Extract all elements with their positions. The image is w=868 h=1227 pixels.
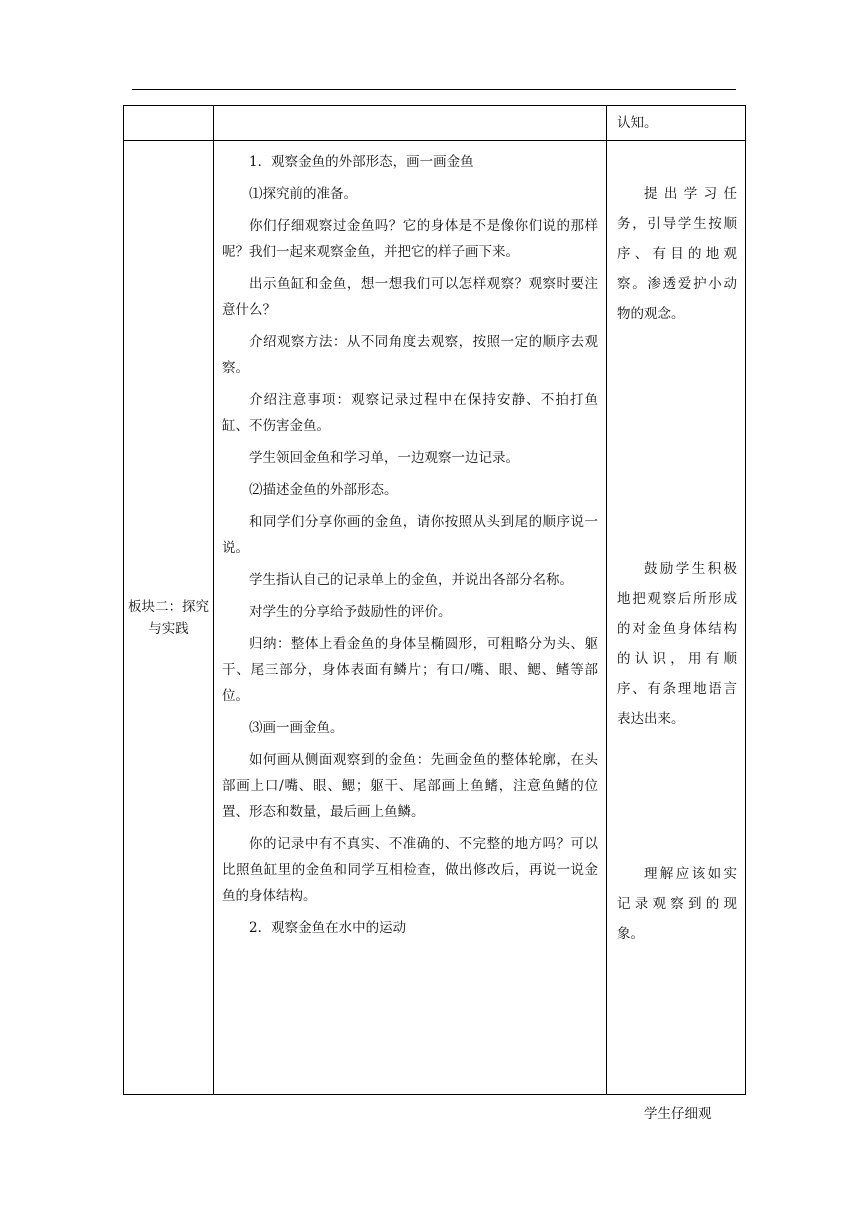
paragraph: 介绍注意事项：观察记录过程中在保持安静、不拍打鱼缸、不伤害金鱼。 <box>222 392 598 434</box>
table-row <box>124 141 746 1095</box>
paragraph: 学生指认自己的记录单上的金鱼，并说出各部分名称。 <box>249 572 573 588</box>
design-note: 提出学习任务，引导学生按顺序、有目的地观察。渗透爱护小动物的观念。 <box>617 186 737 322</box>
paragraph: 你们仔细观察过金鱼吗？它的身体是不是像你们说的那样呢？我们一起来观察金鱼，并把它的样子画下来。 <box>222 218 598 260</box>
header-rule <box>132 89 736 90</box>
step-draw: ⑶画一画金鱼。 <box>249 720 344 736</box>
empty-cell <box>124 106 214 141</box>
empty-cell <box>214 106 607 141</box>
lesson-plan-table <box>123 105 746 1122</box>
design-note: 理解应该如实记录观察到的现象。 <box>617 866 737 942</box>
design-note: 鼓励学生积极地把观察后所形成的对金鱼身体结构的认识，用有顺序、有条理地语言表达出来。 <box>617 561 737 727</box>
paragraph: 你的记录中有不真实、不准确的、不完整的地方吗？可以比照鱼缸里的金鱼和同学互相检查，做出修改后，再说一说金鱼的身体结构。 <box>222 836 598 904</box>
table-row <box>124 106 746 141</box>
step-preparation: ⑴探究前的准备。 <box>249 186 357 202</box>
paragraph: 对学生的分享给予鼓励性的评价。 <box>249 604 452 620</box>
section-label-cell <box>124 141 214 1095</box>
step-describe: ⑵描述金鱼的外部形态。 <box>249 482 398 498</box>
paragraph: 和同学们分享你画的金鱼，请你按照从头到尾的顺序说一说。 <box>222 514 598 556</box>
paragraph: 归纳：整体上看金鱼的身体呈椭圆形，可粗略分为头、躯干、尾三部分，身体表面有鳞片；有口/嘴、眼、鳃、鳍等部位。 <box>222 636 598 704</box>
paragraph: 如何画从侧面观察到的金鱼：先画金鱼的整体轮廓，在头部画上口/嘴、眼、鳃；躯干、尾部画上鱼鳍，注意鱼鳍的位置、形态和数量，最后画上鱼鳞。 <box>222 752 598 820</box>
paragraph: 学生领回金鱼和学习单，一边观察一边记录。 <box>249 450 519 466</box>
paragraph: 出示鱼缸和金鱼，想一想我们可以怎样观察？观察时要注意什么？ <box>222 276 598 318</box>
notes-cell <box>607 141 746 1122</box>
paragraph: 介绍观察方法：从不同角度去观察，按照一定的顺序去观察。 <box>222 334 598 376</box>
content-body <box>214 141 606 941</box>
section-label: 板块二：探究与实践 <box>128 598 209 637</box>
heading-observe-appearance: 1．观察金鱼的外部形态，画一画金鱼 <box>249 154 474 170</box>
intent-cell <box>607 106 746 141</box>
heading-observe-movement: 2．观察金鱼在水中的运动 <box>249 920 407 936</box>
design-note: 学生仔细观 <box>644 1106 712 1122</box>
content-cell <box>214 141 607 1095</box>
intent-text: 认知。 <box>617 115 658 131</box>
